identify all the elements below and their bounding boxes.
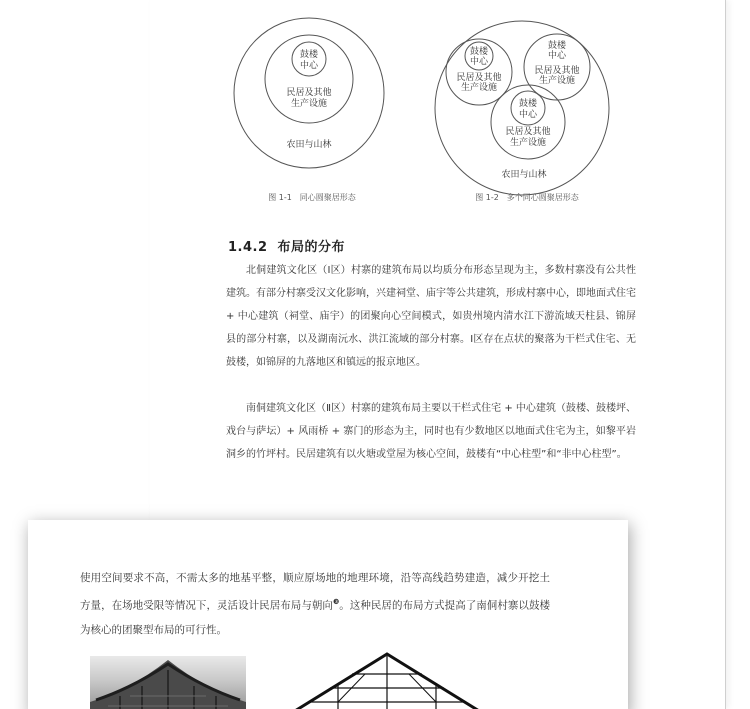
bottom-text-end: 。这种民居的布局方式提高了南侗村寨以鼓楼为核心的团聚型布局的可行性。: [80, 599, 551, 636]
fig2-caption: 图 1-2 多个同心圆聚居形态: [475, 193, 579, 202]
group-right: [524, 34, 590, 100]
house-frame-drawing: [290, 650, 500, 709]
fig1-caption: 图 1-1 同心圆聚居形态: [268, 193, 356, 202]
fig1-inner-line-2: 中心: [299, 61, 319, 71]
fig2-right-inner-1: 鼓楼: [547, 41, 567, 51]
middle-circle: [265, 35, 353, 123]
fig2-right-middle-2: 生产设施: [538, 76, 576, 86]
section-number: 1.4.2: [228, 240, 268, 255]
fig2-bottom-inner-1: 鼓楼: [518, 99, 538, 109]
fig1-outer-label: 农田与山林: [286, 140, 332, 150]
fig2-right-middle-1: 民居及其他: [534, 66, 580, 76]
section-heading: [228, 236, 345, 255]
building-photo: [90, 656, 246, 709]
body-paragraph: 北侗建筑文化区（Ⅰ区）村寨的建筑布局以均质分布形态呈现为主，多数村寨没有公共性建筑。有部分村寨受汉文化影响，兴建祠堂、庙宇等公共建筑，形成村寨中心，即地面式住宅 + 中心建筑（祠堂、庙宇）的团聚向心空间模式，如贵州境内清水江下游流域天柱县、锦屏县的部分村寨，以及湖南沅水、洪江流域的部分村寨。Ⅰ区存在点状的聚落为干栏式住宅、无鼓楼，如锦屏的九落地区和镇远的报京地区。: [226, 265, 636, 368]
fig2-left-inner-2: 中心: [469, 57, 489, 67]
figure-1-2: [435, 21, 609, 202]
fig2-left-middle-1: 民居及其他: [456, 73, 502, 83]
fig2-bottom-middle-2: 生产设施: [509, 138, 547, 148]
fig2-bottom-middle-1: 民居及其他: [505, 127, 551, 137]
fig1-inner-line-1: 鼓楼: [299, 50, 319, 60]
footnote-marker: ❸: [332, 598, 340, 606]
section-title-text: 布局的分布: [277, 240, 346, 255]
fig2-outer-label: 农田与山林: [501, 170, 547, 180]
figure-1-1: [234, 18, 384, 202]
fig2-left-middle-2: 生产设施: [460, 83, 498, 93]
bottom-text-main: 使用空间要求不高，不需太多的地基平整，顺应原场地的地理环境，沿等高线趋势建造，减少开挖土方量，在场地受限等情况下，灵活设计民居布局与朝向: [80, 572, 550, 612]
concentric-diagrams: [230, 10, 610, 210]
fig1-middle-line-1: 民居及其他: [286, 88, 332, 98]
fig1-middle-line-2: 生产设施: [290, 99, 328, 109]
roof-photo-illustration: [90, 656, 246, 709]
fig2-right-inner-2: 中心: [547, 51, 567, 61]
bottom-page-paragraph: [80, 566, 550, 642]
fig2-bottom-inner-2: 中心: [518, 110, 538, 120]
body-paragraph: 南侗建筑文化区（Ⅱ区）村寨的建筑布局主要以干栏式住宅 + 中心建筑（鼓楼、鼓楼坪、戏台与萨坛）+ 风雨桥 + 寨门的形态为主，同时也有少数地区以地面式住宅为主，如黎平岩洞乡的竹坪村。民居建筑有以火塘或堂屋为核心空间，鼓楼有“中心柱型”和“非中心柱型”。: [226, 403, 636, 460]
group-bottom: [491, 85, 565, 159]
fig2-left-inner-1: 鼓楼: [469, 47, 489, 57]
